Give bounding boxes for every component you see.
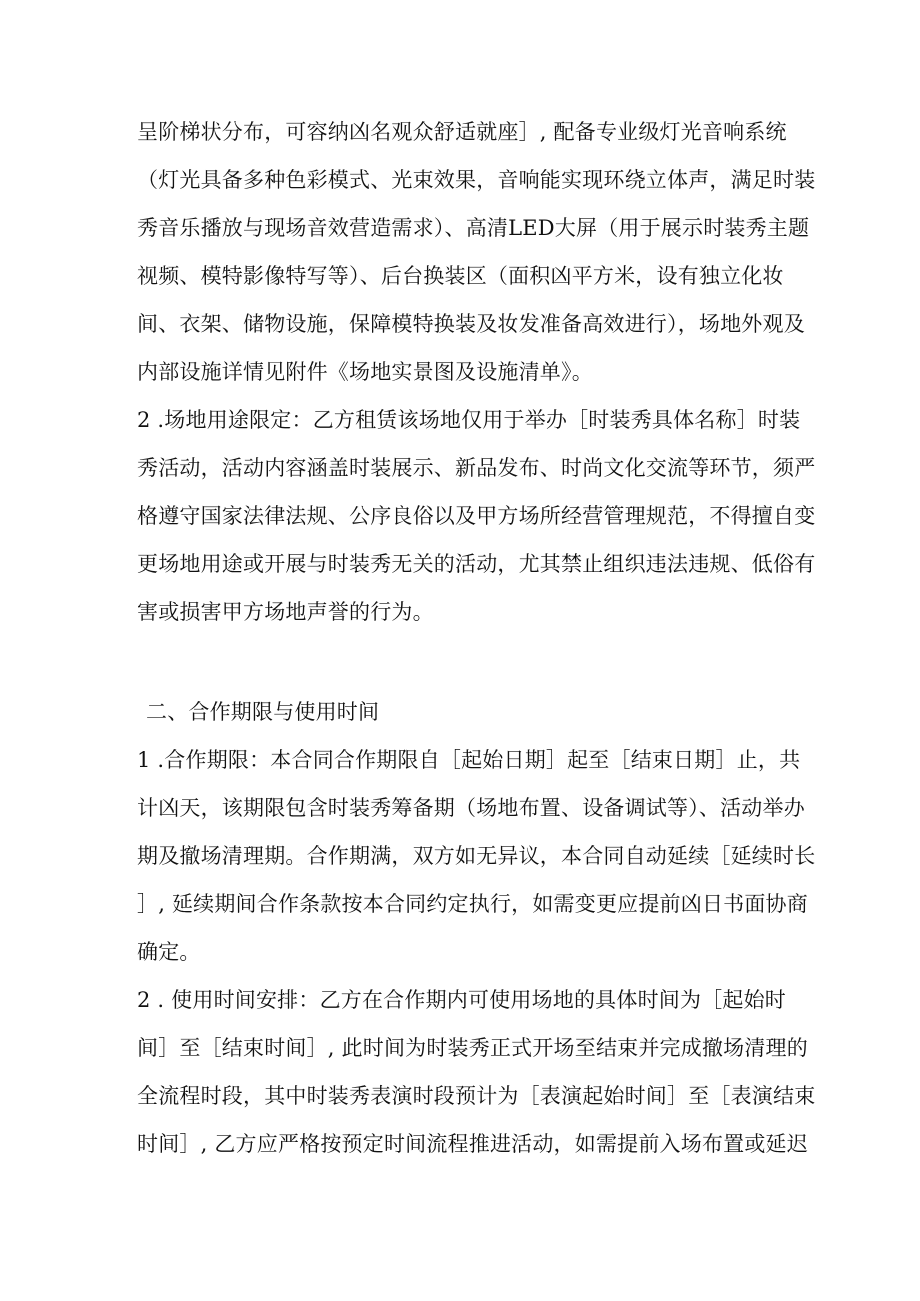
paragraph-line: 全流程时段，其中时装秀表演时段预计为［表演起始时间］至［表演结束 [137, 1084, 816, 1108]
section-heading: 二、合作期限与使用时间 [146, 700, 380, 724]
paragraph-line: 计凶天，该期限包含时装秀筹备期（场地布置、设备调试等）、活动举办 [137, 796, 805, 820]
paragraph-line: ］, 延续期间合作条款按本合同约定执行，如需变更应提前凶日书面协商 [137, 892, 808, 916]
paragraph-line: 间、衣架、储物设施，保障模特换装及妆发准备高效进行），场地外观及 [137, 312, 805, 336]
paragraph-line: 格遵守国家法律法规、公序良俗以及甲方场所经营管理规范，不得擅自变 [137, 504, 816, 528]
paragraph-line: 2 . 使用时间安排：乙方在合作期内可使用场地的具体时间为［起始时 [137, 988, 786, 1012]
paragraph-line: 间］至［结束时间］, 此时间为时装秀正式开场至结束并完成撤场清理的 [137, 1036, 808, 1060]
paragraph-line: 秀活动，活动内容涵盖时装展示、新品发布、时尚文化交流等环节，须严 [137, 456, 816, 480]
paragraph-line: 期及撤场清理期。合作期满，双方如无异议，本合同自动延续［延续时长 [137, 844, 816, 868]
paragraph-line: 视频、模特影像特写等）、后台换装区（面积凶平方米，设有独立化妆 [137, 264, 784, 288]
paragraph-line: 内部设施详情见附件《场地实景图及设施清单》。 [137, 360, 593, 384]
paragraph-line: （灯光具备多种色彩模式、光束效果，音响能实现环绕立体声，满足时装 [137, 168, 816, 192]
paragraph-line: 1 .合作期限：本合同合作期限自［起始日期］起至［结束日期］止，共 [137, 748, 801, 772]
paragraph-line: 时间］, 乙方应严格按预定时间流程推进活动，如需提前入场布置或延迟 [137, 1132, 808, 1156]
paragraph-line: 2 .场地用途限定：乙方租赁该场地仅用于举办［时装秀具体名称］时装 [137, 408, 801, 432]
paragraph-line: 更场地用途或开展与时装秀无关的活动，尤其禁止组织违法违规、低俗有 [137, 552, 816, 576]
paragraph-line: 呈阶梯状分布，可容纳凶名观众舒适就座］, 配备专业级灯光音响系统 [137, 120, 787, 144]
paragraph-line: 害或损害甲方场地声誉的行为。 [137, 600, 434, 624]
paragraph-line: 秀音乐播放与现场音效营造需求）、高清LED大屏（用于展示时装秀主题 [137, 216, 810, 240]
paragraph-line: 确定。 [137, 940, 201, 964]
